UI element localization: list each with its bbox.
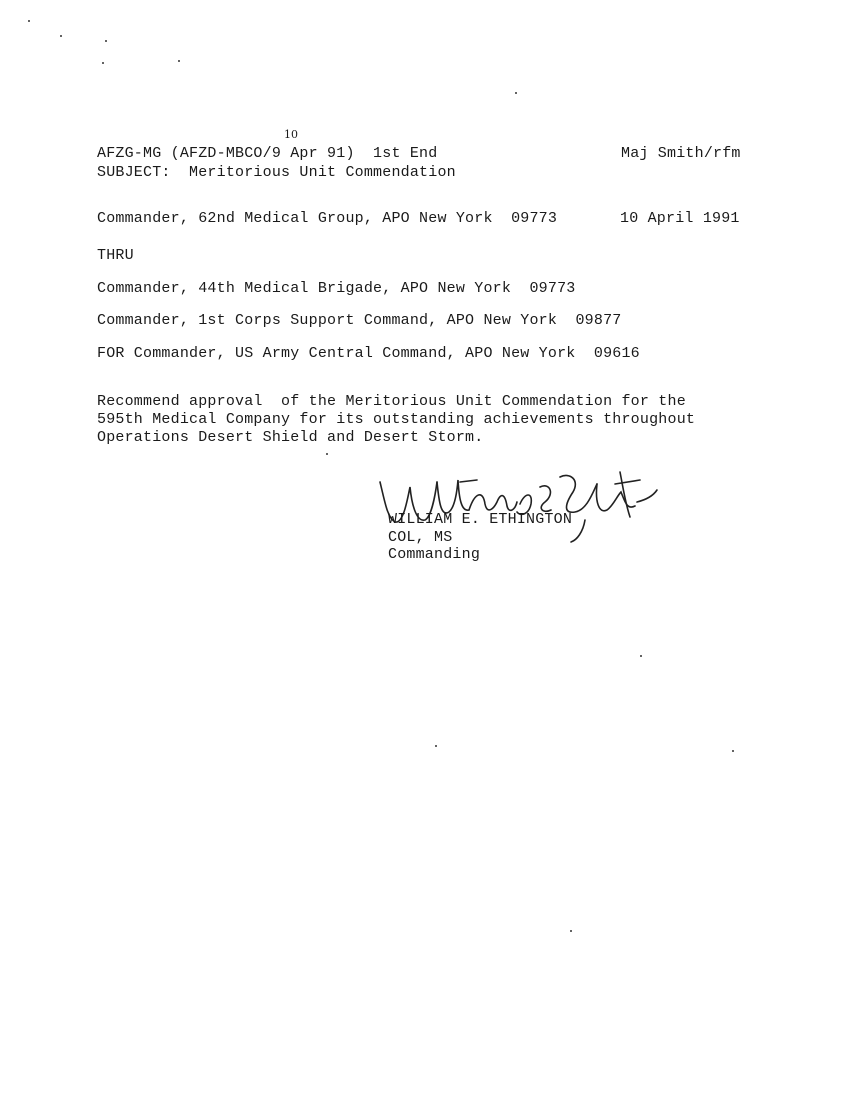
reference-line: AFZG-MG (AFZD-MBCO/9 Apr 91) 1st End xyxy=(97,145,438,162)
thru-addressee: FOR Commander, US Army Central Command, APO New York 09616 xyxy=(97,345,640,362)
scan-speck xyxy=(640,655,642,657)
author-initials: Maj Smith/rfm xyxy=(621,145,741,162)
thru-addressee: Commander, 1st Corps Support Command, APO New York 09877 xyxy=(97,312,622,329)
scan-speck xyxy=(326,453,328,455)
scan-speck xyxy=(178,60,180,62)
body-line: Recommend approval of the Meritorious Unit Commendation for the xyxy=(97,393,686,410)
thru-addressee: Commander, 44th Medical Brigade, APO New York 09773 xyxy=(97,280,576,297)
body-line: 595th Medical Company for its outstanding achievements throughout xyxy=(97,411,696,428)
signatory-title: Commanding xyxy=(388,546,481,563)
scan-speck xyxy=(515,92,517,94)
body-line: Operations Desert Shield and Desert Storm. xyxy=(97,429,484,446)
from-line: Commander, 62nd Medical Group, APO New York 09773 xyxy=(97,210,558,227)
scan-speck xyxy=(570,930,572,932)
scan-speck xyxy=(102,62,104,64)
scan-speck xyxy=(60,35,62,37)
subject-line: SUBJECT: Meritorious Unit Commendation xyxy=(97,164,456,181)
scan-speck xyxy=(732,750,734,752)
thru-label: THRU xyxy=(97,247,134,264)
document-date: 10 April 1991 xyxy=(620,210,740,227)
scan-speck xyxy=(105,40,107,42)
handwritten-day-correction: 10 xyxy=(284,128,298,141)
scan-speck xyxy=(28,20,30,22)
scan-speck xyxy=(435,745,437,747)
signatory-rank: COL, MS xyxy=(388,529,453,546)
signatory-name: WILLIAM E. ETHINGTON xyxy=(388,511,573,528)
